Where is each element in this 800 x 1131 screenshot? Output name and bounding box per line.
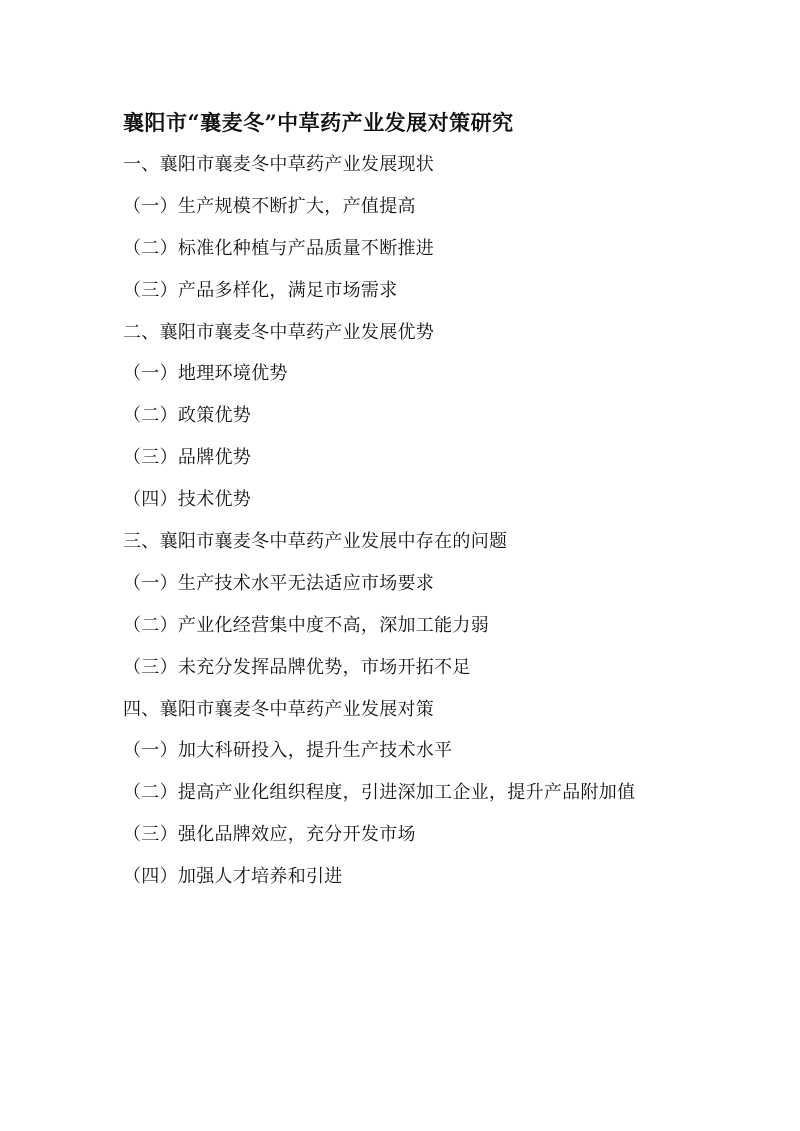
outline-subheading: （一）地理环境优势 <box>123 363 288 385</box>
outline-subheading: （三）产品多样化，满足市场需求 <box>123 279 398 301</box>
outline-subheading: （四）加强人才培养和引进 <box>123 866 343 888</box>
outline-heading: 二、襄阳市襄麦冬中草药产业发展优势 <box>123 321 435 343</box>
outline-subheading: （四）技术优势 <box>123 489 252 511</box>
outline-subheading: （二）标准化种植与产品质量不断推进 <box>123 237 435 259</box>
outline-subheading: （一）生产技术水平无法适应市场要求 <box>123 572 435 594</box>
document-title: 襄阳市“襄麦冬”中草药产业发展对策研究 <box>123 110 514 135</box>
outline-heading: 四、襄阳市襄麦冬中草药产业发展对策 <box>123 698 435 720</box>
outline-heading: 三、襄阳市襄麦冬中草药产业发展中存在的问题 <box>123 531 508 553</box>
outline-heading: 一、襄阳市襄麦冬中草药产业发展现状 <box>123 154 435 175</box>
outline-subheading: （二）政策优势 <box>123 405 252 427</box>
outline-subheading: （三）品牌优势 <box>123 447 252 469</box>
outline-subheading: （三）未充分发挥品牌优势，市场开拓不足 <box>123 656 471 678</box>
outline-list <box>123 146 783 900</box>
outline-subheading: （一）生产规模不断扩大，产值提高 <box>123 195 416 217</box>
outline-subheading: （三）强化品牌效应，充分开发市场 <box>123 824 416 846</box>
outline-subheading: （二）提高产业化组织程度，引进深加工企业，提升产品附加值 <box>123 782 636 804</box>
outline-subheading: （一）加大科研投入，提升生产技术水平 <box>123 740 453 762</box>
outline-subheading: （二）产业化经营集中度不高，深加工能力弱 <box>123 614 489 636</box>
